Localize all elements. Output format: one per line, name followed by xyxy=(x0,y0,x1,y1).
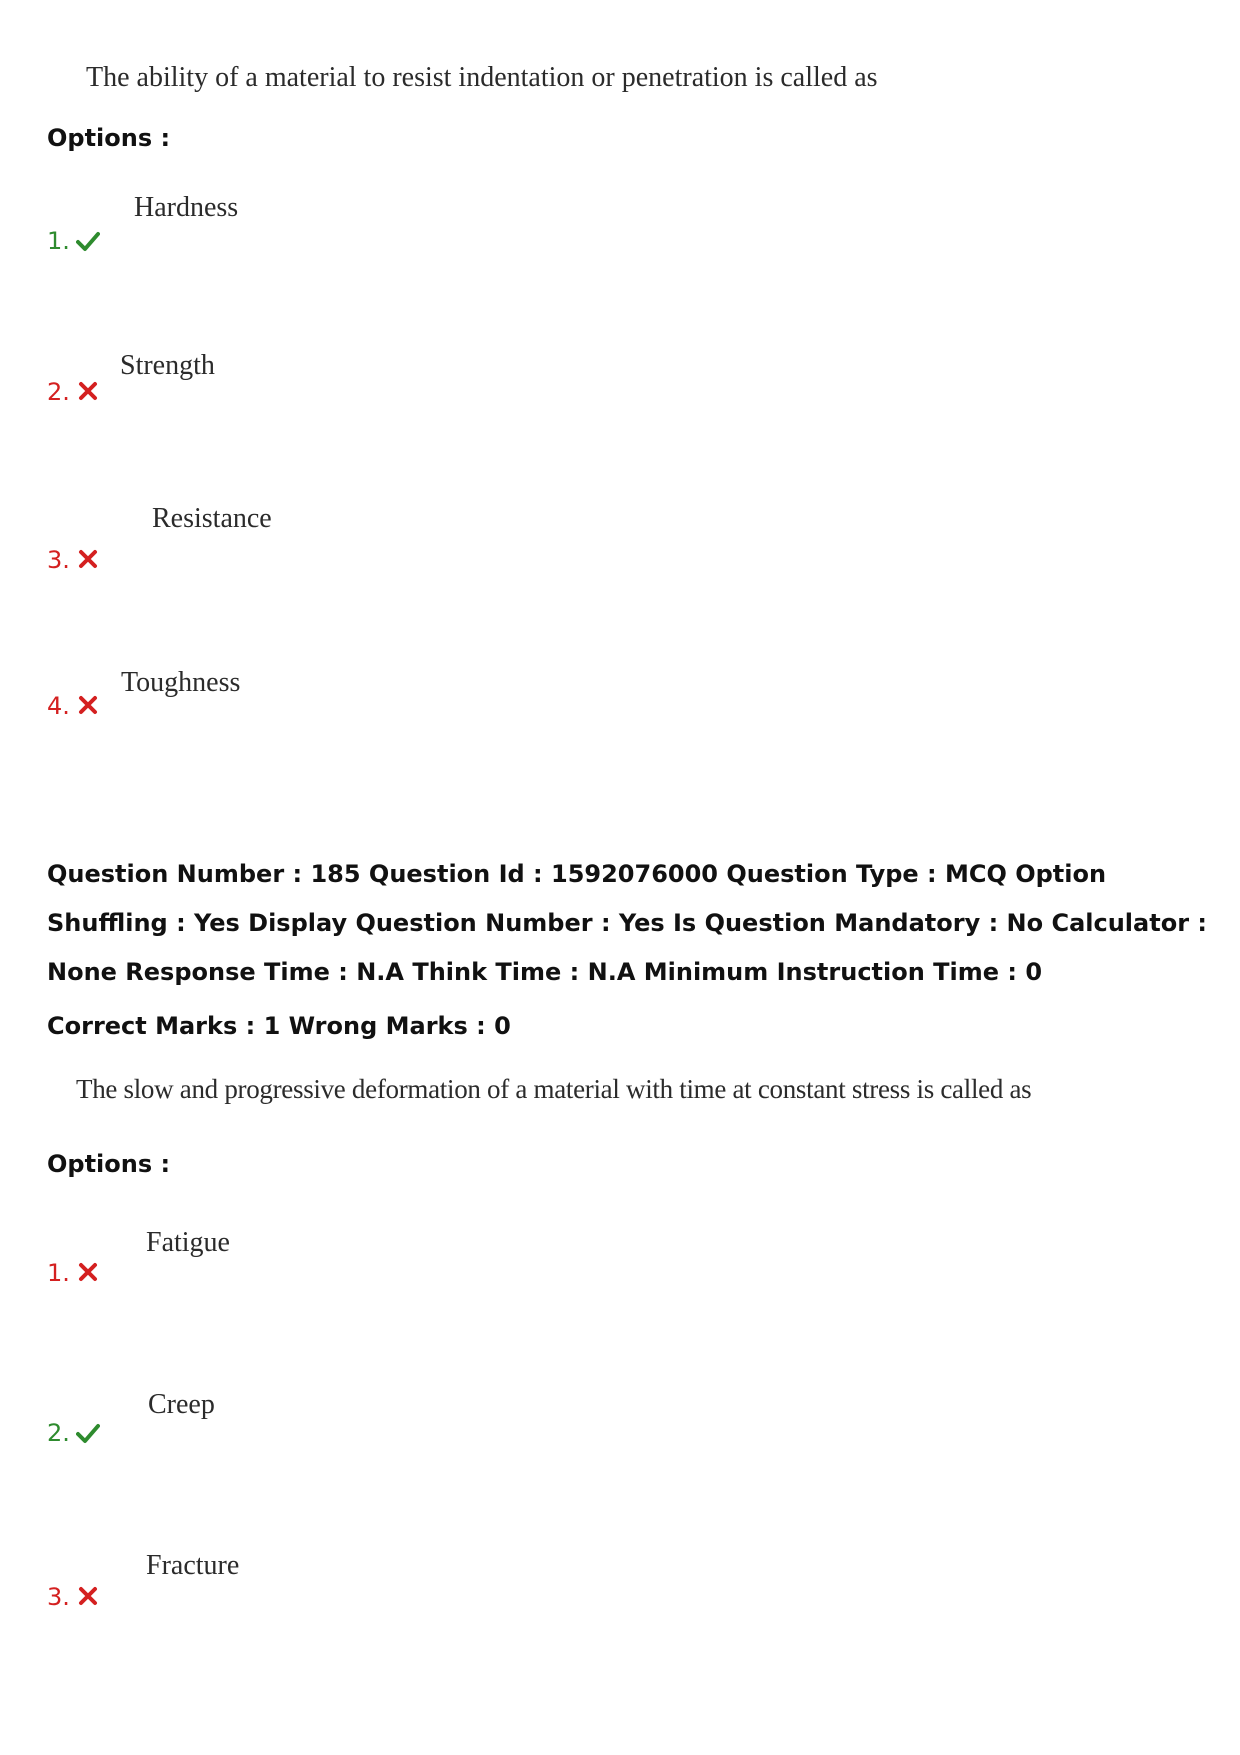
option-text: Hardness xyxy=(134,192,239,223)
option-text: Creep xyxy=(148,1389,215,1420)
question-text: The slow and progressive deformation of a material with time at constant stress is called as xyxy=(76,1074,1032,1104)
marks-info: Correct Marks : 1 Wrong Marks : 0 xyxy=(47,1012,511,1040)
options-label: Options : xyxy=(47,124,171,152)
options-label: Options : xyxy=(47,1150,171,1178)
check-icon xyxy=(76,1422,100,1444)
option-number xyxy=(47,378,100,406)
option-text: Strength xyxy=(120,350,215,381)
option-number xyxy=(47,1419,100,1447)
option-number-label: 3. xyxy=(47,1583,70,1611)
cross-icon xyxy=(76,1262,100,1284)
option-number xyxy=(47,227,100,255)
option-number xyxy=(47,546,100,574)
option-text: Fatigue xyxy=(146,1227,230,1258)
option-number xyxy=(47,1259,100,1287)
cross-icon xyxy=(76,695,100,717)
option-number-label: 1. xyxy=(47,227,70,255)
question-meta: Question Number : 185 Question Id : 1592076000 Question Type : MCQ Option Shuffling : Yes Display Question Number : Yes Is Question Mandatory : No Calculator : None Response Time : N.A Think Time : N.A Minimum Instruction Time : 0 xyxy=(47,860,1207,986)
option-number-label: 4. xyxy=(47,692,70,720)
option-number-label: 1. xyxy=(47,1259,70,1287)
check-icon xyxy=(76,230,100,252)
option-number-label: 3. xyxy=(47,546,70,574)
option-number-label: 2. xyxy=(47,378,70,406)
option-number xyxy=(47,692,100,720)
cross-icon xyxy=(76,381,100,403)
option-text: Fracture xyxy=(146,1550,240,1581)
option-text: Resistance xyxy=(152,503,272,534)
option-number xyxy=(47,1583,100,1611)
cross-icon xyxy=(76,549,100,571)
option-text: Toughness xyxy=(121,667,241,698)
question-text: The ability of a material to resist indentation or penetration is called as xyxy=(86,62,878,93)
cross-icon xyxy=(76,1586,100,1608)
option-number-label: 2. xyxy=(47,1419,70,1447)
